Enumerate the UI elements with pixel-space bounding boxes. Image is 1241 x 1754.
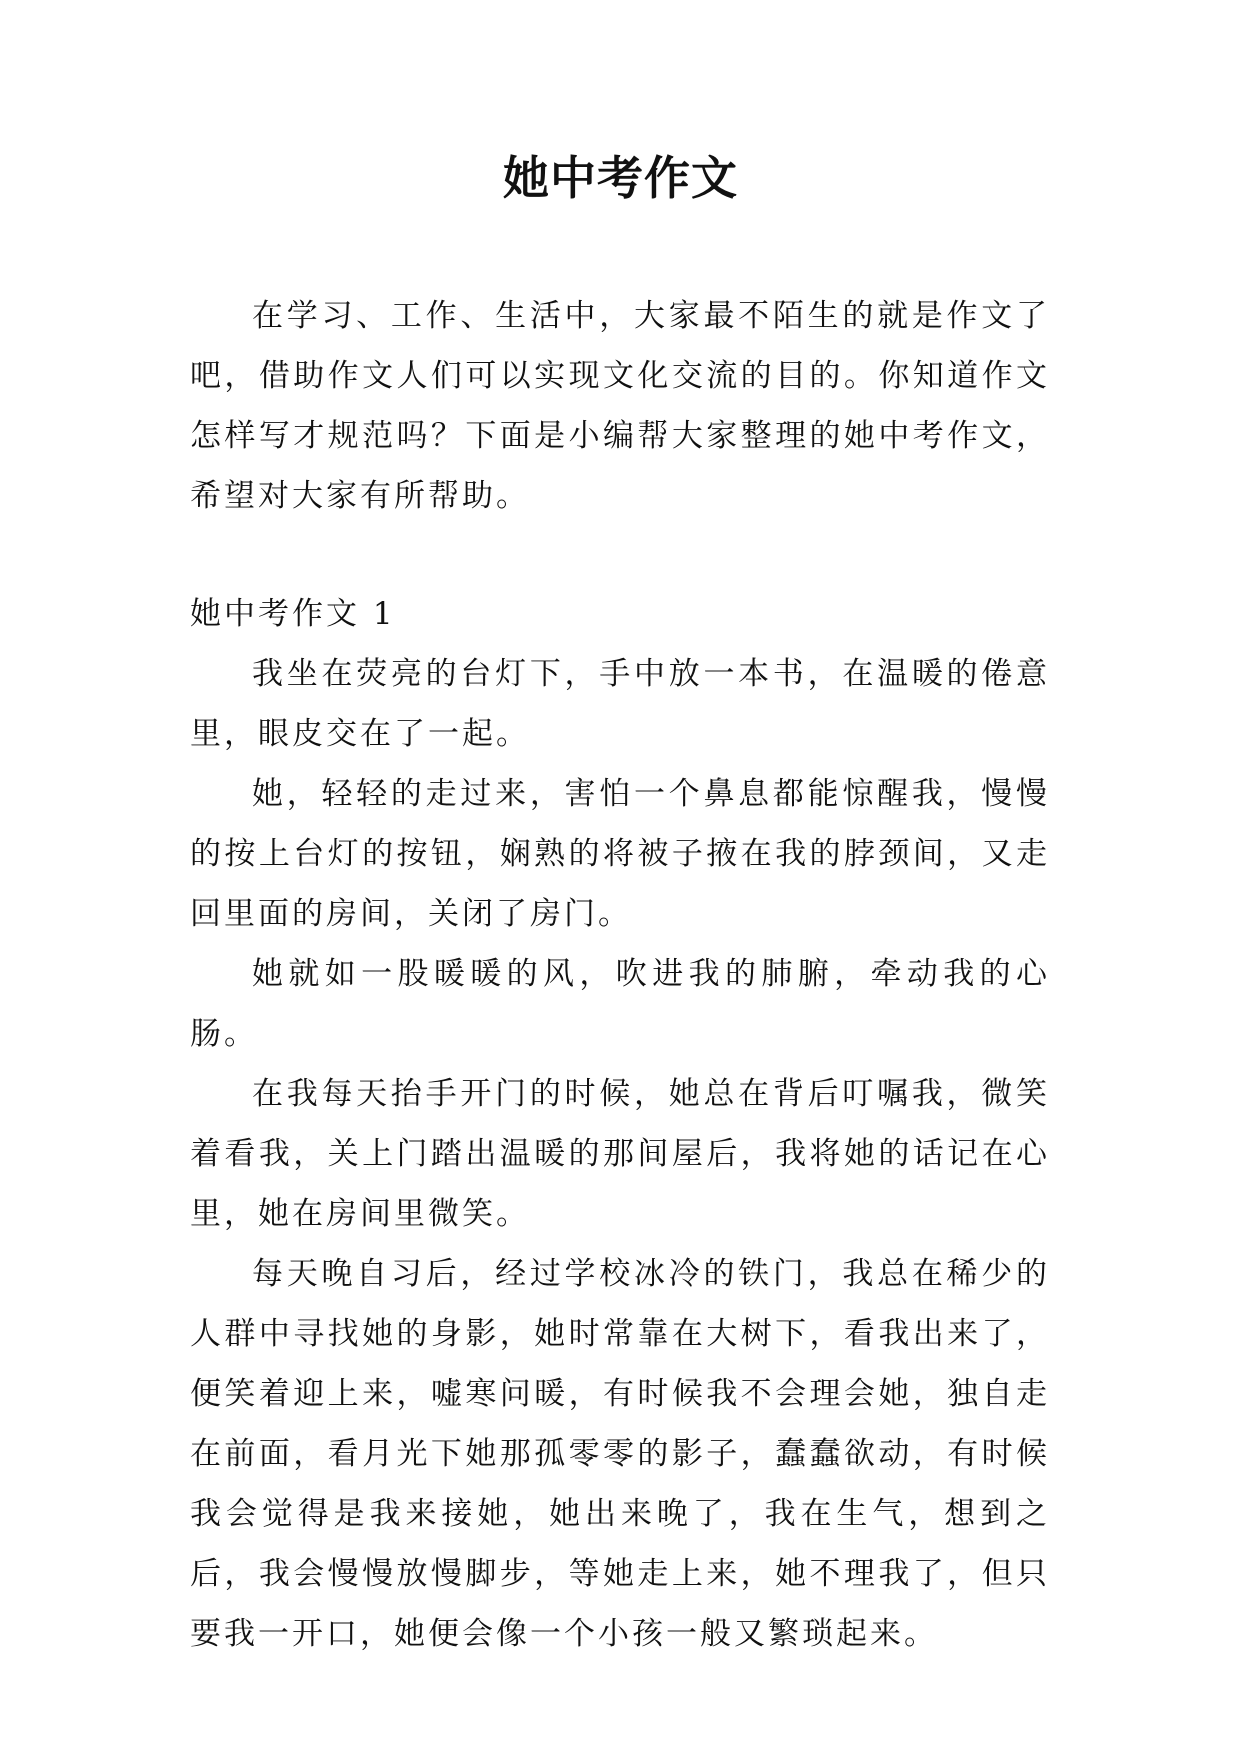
body-paragraph: 在我每天抬手开门的时候，她总在背后叮嘱我，微笑着看我，关上门踏出温暖的那间屋后，我将她的话记在心里，她在房间里微笑。 — [190, 1076, 1050, 1232]
document-body — [190, 286, 1050, 1664]
section-heading: 她中考作文 1 — [190, 596, 396, 632]
document-title: 她中考作文 — [503, 151, 738, 205]
intro-paragraph: 在学习、工作、生活中，大家最不陌生的就是作文了吧，借助作文人们可以实现文化交流的目的。你知道作文怎样写才规范吗？下面是小编帮大家整理的她中考作文，希望对大家有所帮助。 — [190, 298, 1050, 514]
body-paragraph: 她，轻轻的走过来，害怕一个鼻息都能惊醒我，慢慢的按上台灯的按钮，娴熟的将被子掖在我的脖颈间，又走回里面的房间，关闭了房门。 — [190, 776, 1050, 932]
body-paragraph: 我坐在荧亮的台灯下，手中放一本书，在温暖的倦意里，眼皮交在了一起。 — [190, 656, 1050, 752]
body-paragraph: 每天晚自习后，经过学校冰冷的铁门，我总在稀少的人群中寻找她的身影，她时常靠在大树下，看我出来了，便笑着迎上来，嘘寒问暖，有时候我不会理会她，独自走在前面，看月光下她那孤零零的影子，蠢蠢欲动，有时候我会觉得是我来接她，她出来晚了，我在生气，想到之后，我会慢慢放慢脚步，等她走上来，她不理我了，但只要我一开口，她便会像一个小孩一般又繁琐起来。 — [190, 1256, 1050, 1652]
body-paragraph: 她就如一股暖暖的风，吹进我的肺腑，牵动我的心肠。 — [190, 956, 1050, 1052]
